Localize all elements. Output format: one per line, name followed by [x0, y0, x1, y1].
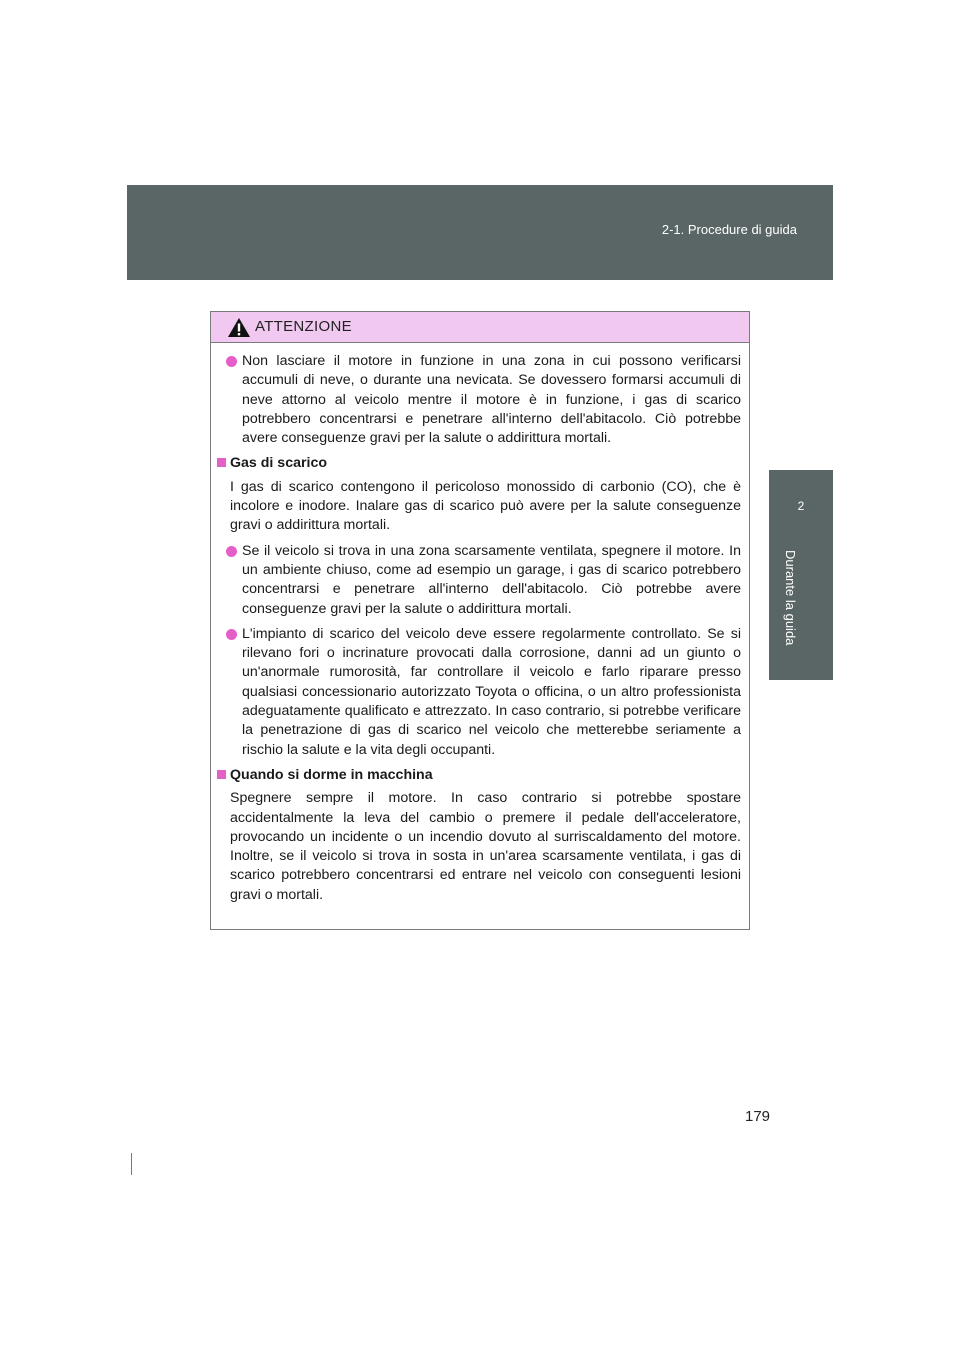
- page-number: 179: [745, 1108, 771, 1125]
- warning-box: [210, 311, 750, 930]
- square-bullet-icon: [217, 458, 226, 467]
- chapter-title: Durante la guida: [783, 550, 798, 646]
- exhaust-paragraph: I gas di scarico contengono il pericoloso monossido di carbonio (CO), che è incolore e inodore. Inalare gas di scarico può avere per la salute conseguenze gravi o addirittura mortali.: [230, 478, 741, 534]
- list-item-text: Non lasciare il motore in funzione in una zona in cui possono verificarsi accumuli di neve, o durante una nevicata. Se dovessero formarsi accumuli di neve attorno al veicolo mentre il motore è in funzione, i gas di scarico potrebbero concentrarsi e penetrare all'interno dell'abitacolo. Ciò potrebbe avere conseguenze gravi per la salute o addirittura mortali.: [242, 353, 741, 447]
- list-item: [217, 625, 741, 760]
- crop-mark: [131, 1153, 132, 1175]
- chapter-side-tab: [769, 470, 833, 680]
- exhaust-heading: [217, 454, 741, 473]
- list-item: [217, 542, 741, 619]
- warning-header: [211, 312, 749, 343]
- sleeping-paragraph: Spegnere sempre il motore. In caso contrario si potrebbe spostare accidentalmente la leva del cambio o premere il pedale dell'acceleratore, provocando un incidente o un incendio dovuto al surriscaldamento del motore. Inoltre, se il veicolo si trova in sosta in un'area scarsamente ventilata, i gas di scarico potrebbero concentrarsi ed entrare nel veicolo con conseguenti lesioni gravi o mortali.: [230, 790, 741, 903]
- bullet-dot-icon: [226, 629, 237, 640]
- list-item: [217, 352, 741, 448]
- warning-triangle-icon: [227, 317, 251, 338]
- header-band: [127, 185, 833, 280]
- list-item-text: L'impianto di scarico del veicolo deve essere regolarmente controllato. Se si rilevano fori o incrinature provocati dalla corrosione, danni ad un giunto o un'anormale rumorosità, far controllare il veicolo e farlo riparare presso qualsiasi concessionario autorizzato Toyota o officina, o un altro professionista adeguatamente qualificato e attrezzato. In caso contrario, si potrebbe verificare la penetrazione di gas di scarico nel veicolo che metterebbe seriamente a rischio la salute e la vita degli occupanti.: [242, 625, 741, 758]
- section-title: 2-1. Procedure di guida: [661, 222, 797, 237]
- chapter-number: 2: [797, 499, 805, 513]
- warning-body: [211, 343, 749, 911]
- list-item-text: Se il veicolo si trova in una zona scarsamente ventilata, spegnere il motore. In un ambiente chiuso, come ad esempio un garage, i gas di scarico potrebbero concentrarsi e penetrare all'interno dell'abitacolo. Ciò potrebbe avere conseguenze gravi per la salute o addirittura mortali.: [242, 542, 741, 617]
- sleeping-heading-text: Quando si dorme in macchina: [230, 766, 433, 783]
- bullet-dot-icon: [226, 356, 237, 367]
- warning-title: ATTENZIONE: [255, 318, 352, 335]
- exhaust-heading-text: Gas di scarico: [230, 455, 327, 472]
- square-bullet-icon: [217, 770, 226, 779]
- bullet-dot-icon: [226, 546, 237, 557]
- sleeping-heading: [217, 766, 741, 785]
